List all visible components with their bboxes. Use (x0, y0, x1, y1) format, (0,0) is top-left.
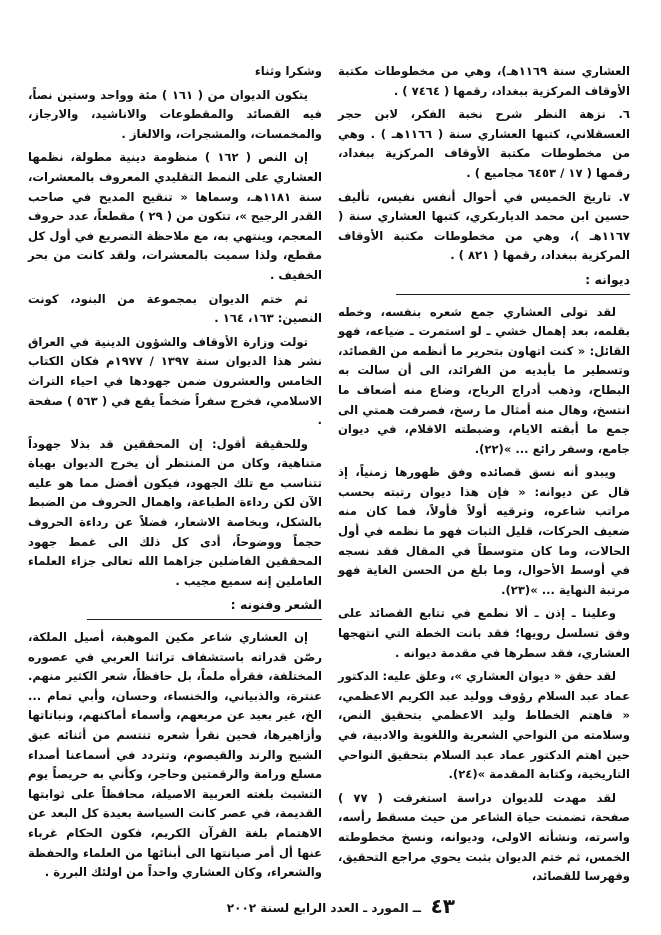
list-item: ٦. نزهة النظر شرح نخبة الفكر، لابن حجر العسقلاني، كتبها العشاري سنة ( ١١٦٦هـ ) . وهي من مخطوطات مكتبة الأوقاف المركزية ببغداد، رقمها ( ١٧ / ٦٤٥٣ مجاميع ) . (338, 107, 630, 180)
paragraph: ويبدو أنه نسق قصائده وفق ظهورها زمنياً، إذ قال عن ديوانه: « فإن هذا ديوان رتبته بحسب مراتب شاعره، وترقيه أولاً فأولاً، فما كان منه ضعيف الحركات، قليل الثبات فهو ما نظمه في أول الحالات، وما كان متوسطاً في المقال فقد نسجه في أوسط الأحوال، وما بلغ من الحسن الغاية فهو مرتبة النهاية ... »(٢٣). (338, 465, 630, 597)
paragraph: وشكرا وثناء (254, 64, 322, 78)
paragraph: وعلينا ـ إذن ـ ألا نطمع في تتابع القصائد على وفق تسلسل رويها؛ فقد بانت الخطة التي انتهجها العشاري، فقد سطرها في مقدمة ديوانه . (338, 606, 630, 660)
heading-underline (87, 619, 322, 620)
paragraph: إن العشاري شاعر مكين الموهبة، أصيل الملكة، رصّن قدراته باستشفاف تراثنا العربي في عصوره المختلفة، فقرأه ملماً، بل حافظاً، شعر الكثير منهم. عنترة، والذبياني، والخنساء، وحسان، وأبي تمام ... الخ، غير بعيد عن مربعهم، وأسماء أماكنهم، ونباتاتها وأزاهيرها، فحين نقرأ شعره تنتسم من أثنائه عبق الشيح والرند والقيصوم، وتتردد في أسماعنا أصداء مسلع ورامة والرقمتين وحاجر، وكأني به حريصاً يوم التشبث بلغته العربية الاصيلة، محافظاً على ثوابتها القديمة، في عصر كانت السياسة بعيدة كل البعد عن الاهتمام بلغة القرآن الكريم، فكون الحكام غرباء عنها أل أمر صيانتها الى أبنائها من العلماء والحفظة والشعراء، وكان العشاري واحداً من اولئك البررة . (28, 630, 322, 880)
list-item: ٧. تاريخ الخميس في أحوال أنفس نفيس، تأليف حسين ابن محمد الدياربكري، كتبها العشاري سنة ( ١١٦٧هـ )، وهي من مخطوطات مكتبة الأوقاف المركزية ببغداد، رقمها ( ٨٢١ ) . (338, 189, 630, 263)
section-heading: ديوانه : (585, 271, 630, 287)
section-heading: الشعر وفنونه : (230, 597, 322, 613)
journal-issue-line: ــ المورد ـ العدد الرابع لسنة ٢٠٠٢ (226, 901, 421, 915)
paragraph: لقد تولى العشاري جمع شعره بنفسه، وخطه بقلمه، بعد إهمال خشي ـ لو استمرت ـ ضياعه، فهو القائل: « كنت اتهاون بتحرير ما أنظمه من القصائد، وتسطير ما بأيديه من الفرائد، الى أن سالت به البطاح، وذهب أدراج الرياح، وضاع منه أضعاف ما انتسخ، وهال منه أمثال ما رسخ، فصرفت همتي الى جمع ما أبقته الايام، وضبطته الاقلام، في ديوان جامع، وسفر رائع ... »(٢٢). (338, 304, 630, 456)
paragraph: يتكون الديوان من ( ١٦١ ) مئة وواحد وستين نصاً، فيه القصائد والمقطوعات والاناشيد، والارجاز، والمخمسات، والمشجرات، والالغاز . (28, 87, 322, 141)
paragraph: لقد حقق « ديوان العشاري »، وعلق عليه: الدكتور عماد عبد السلام رؤوف ووليد عبد الكريم الاعظمي، « فاهتم الخطاط وليد الاعظمي بتحقيق النص، وسلامته من النواحي الشعرية واللغوية والادبية، في حين اهتم الدكتور عماد عبد السلام بتحقيق النواحي التاريخية، وكتابة المقدمة »(٢٤). (338, 669, 630, 782)
right-column (338, 62, 630, 891)
paragraph: لقد مهدت للديوان دراسة استغرقت ( ٧٧ ) صفحة، تضمنت حياة الشاعر من حيث مسقط رأسه، واسرته، ونشأته الاولى، وديوانه، ونسخ مخطوطته الخمس، ثم ختم الديوان بثبت يحوي مراجع التحقيق، وفهرسا للقصائد، (338, 790, 630, 884)
page-footer (0, 893, 661, 923)
heading-underline (396, 294, 630, 295)
paragraph: إن النص ( ١٦٢ ) منظومة دينية مطولة، نظمها العشاري على النمط التقليدي المعروف بالمعشرات، سنة ١١٨١هـ، وسماها « تنقيح المديح في صاحب القدر الرجيح »، تتكون من ( ٢٩ ) مقطعاً، عدد حروف المعجم، وينتهي به، مع ملاحظة التصريع في أول كل مقطع، ولذا سميت بالمعشرات، ولقد كانت من بحر الخفيف . (28, 150, 322, 282)
page-number: ٤٣ (430, 894, 455, 918)
paragraph: وللحقيقة أقول: إن المحققين قد بذلا جهوداً متناهية، وكان من المنتظر أن يخرج الديوان بهياة تتناسب مع تلك الجهود، فيكون أفضل مما هو عليه الآن لكن رداءة الطباعة، واهمال الحروف من الضبط بالشكل، وبخاصة الاشعار، فضلاً عن رداءة الحروف حجماً ووضوحاً، أدى كل ذلك الى غمط جهود المحققين الفاضلين جزاهما الله تعالى جزاء العلماء العاملين إنه سميع مجيب . (28, 436, 322, 588)
paragraph: تولت وزارة الأوقاف والشؤون الدينية في العراق نشر هذا الديوان سنة ١٣٩٧ / ١٩٧٧م فكان الكتاب الخامس والعشرون ضمن جهودها في احياء التراث الاسلامي، فخرج سفراً ضخماً يقع في ( ٥٦٣ ) صفحة . (28, 334, 322, 428)
paragraph: العشاري سنة ١١٦٩هـ)، وهي من مخطوطات مكتبة الأوقاف المركزية ببغداد، رقمها ( ٧٤٦٤ ) . (338, 64, 631, 98)
left-column (28, 62, 322, 887)
paragraph: ثم ختم الديوان بمجموعة من البنود، كونت النصين: ١٦٣، ١٦٤ . (28, 291, 322, 326)
